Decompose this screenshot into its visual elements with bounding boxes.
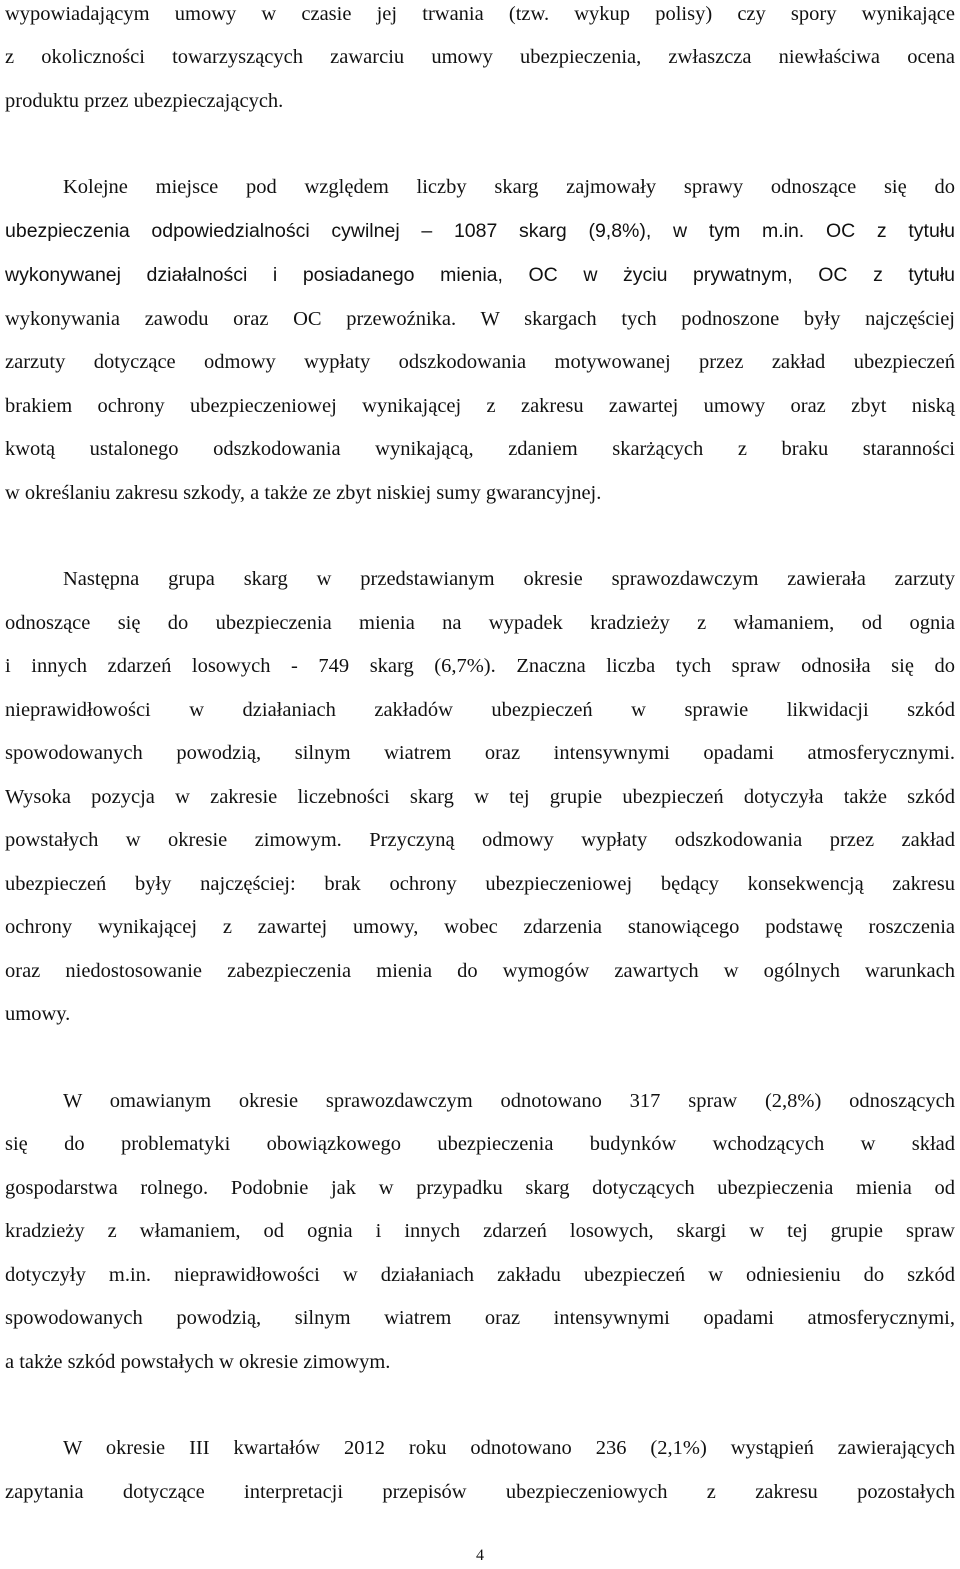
text-line: ochrony wynikającej z zawartej umowy, wobec zdarzenia stanowiącego podstawę roszczenia — [5, 916, 955, 938]
text-line: Wysoka pozycja w zakresie liczebności skarg w tej grupie ubezpieczeń dotyczyła także szkód — [5, 786, 955, 808]
text-line: ubezpieczenia odpowiedzialności cywilnej – 1087 skarg (9,8%), w tym m.in. OC z tytułu — [5, 220, 955, 242]
text-line: odnoszące się do ubezpieczenia mienia na wypadek kradzieży z włamaniem, od ognia — [5, 612, 955, 634]
text-line: i innych zdarzeń losowych - 749 skarg (6,7%). Znaczna liczba tych spraw odnosiła się do — [5, 655, 955, 677]
text-line: wykonywania zawodu oraz OC przewoźnika. W skargach tych podnoszone były najczęściej — [5, 308, 955, 330]
text-line: kwotą ustalonego odszkodowania wynikającą, zdaniem skarżących z braku staranności — [5, 438, 955, 460]
text-line: z okoliczności towarzyszących zawarciu umowy ubezpieczenia, zwłaszcza niewłaściwa ocena — [5, 46, 955, 68]
text-line: spowodowanych powodzią, silnym wiatrem oraz intensywnymi opadami atmosferycznymi. — [5, 742, 955, 764]
text-line: Następna grupa skarg w przedstawianym okresie sprawozdawczym zawierała zarzuty — [63, 568, 955, 590]
page-number: 4 — [476, 1547, 484, 1564]
text-line: kradzieży z włamaniem, od ognia i innych zdarzeń losowych, skargi w tej grupie spraw — [5, 1220, 955, 1242]
text-line: W omawianym okresie sprawozdawczym odnotowano 317 spraw (2,8%) odnoszących — [63, 1090, 955, 1112]
text-line: W okresie III kwartałów 2012 roku odnotowano 236 (2,1%) wystąpień zawierających — [63, 1437, 955, 1459]
text-line: wykonywanej działalności i posiadanego mienia, OC w życiu prywatnym, OC z tytułu — [5, 264, 955, 286]
text-line: produktu przez ubezpieczających. — [5, 90, 284, 112]
text-line: zarzuty dotyczące odmowy wypłaty odszkodowania motywowanej przez zakład ubezpieczeń — [5, 351, 955, 373]
text-line: nieprawidłowości w działaniach zakładów ubezpieczeń w sprawie likwidacji szkód — [5, 699, 955, 721]
text-line: w określaniu zakresu szkody, a także ze zbyt niskiej sumy gwarancyjnej. — [5, 482, 602, 504]
text-line: powstałych w okresie zimowym. Przyczyną odmowy wypłaty odszkodowania przez zakład — [5, 829, 955, 851]
text-line: wypowiadającym umowy w czasie jej trwania (tzw. wykup polisy) czy spory wynikające — [5, 3, 955, 25]
text-line: a także szkód powstałych w okresie zimowym. — [5, 1351, 391, 1373]
text-line: gospodarstwa rolnego. Podobnie jak w przypadku skarg dotyczących ubezpieczenia mienia od — [5, 1177, 955, 1199]
text-line: się do problematyki obowiązkowego ubezpieczenia budynków wchodzących w skład — [5, 1133, 955, 1155]
text-line: zapytania dotyczące interpretacji przepisów ubezpieczeniowych z zakresu pozostałych — [5, 1481, 955, 1503]
text-line: brakiem ochrony ubezpieczeniowej wynikającej z zakresu zawartej umowy oraz zbyt niską — [5, 395, 955, 417]
text-line: ubezpieczeń były najczęściej: brak ochrony ubezpieczeniowej będący konsekwencją zakresu — [5, 873, 955, 895]
text-line: dotyczyły m.in. nieprawidłowości w działaniach zakładu ubezpieczeń w odniesieniu do szkód — [5, 1264, 955, 1286]
text-line: Kolejne miejsce pod względem liczby skarg zajmowały sprawy odnoszące się do — [63, 176, 955, 198]
text-line: oraz niedostosowanie zabezpieczenia mienia do wymogów zawartych w ogólnych warunkach — [5, 960, 955, 982]
text-line: spowodowanych powodzią, silnym wiatrem oraz intensywnymi opadami atmosferycznymi, — [5, 1307, 955, 1329]
text-line: umowy. — [5, 1003, 71, 1025]
